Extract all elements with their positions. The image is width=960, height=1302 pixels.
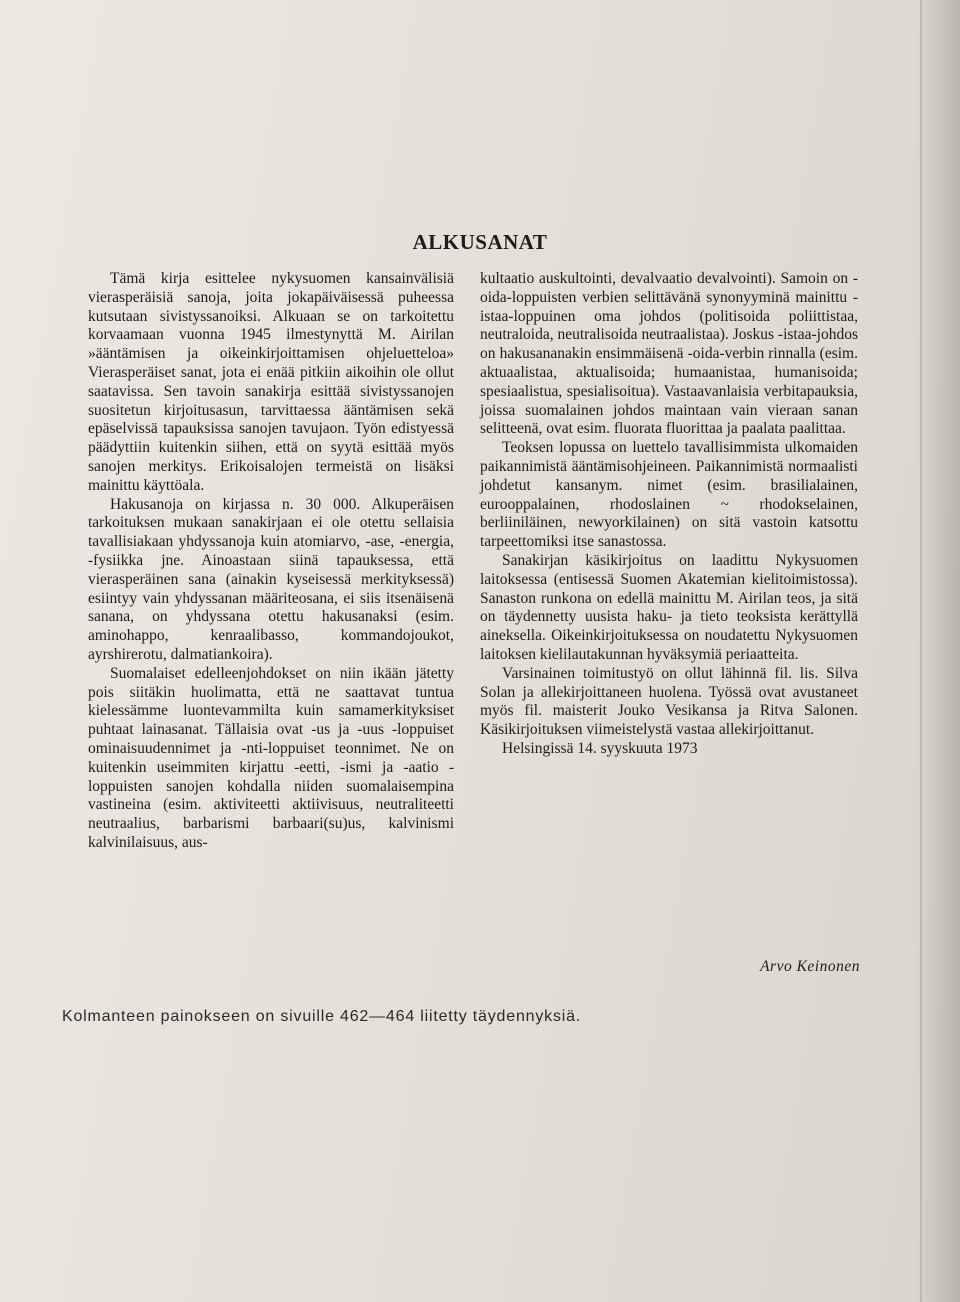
signature: Arvo Keinonen: [760, 958, 860, 975]
page-title: ALKUSANAT: [412, 230, 548, 254]
paragraph-3: Suomalaiset edelleenjohdokset on niin ikään jätetty pois siitäkin huolimatta, että ne saattavat tuntua kielessämme luontevammilta kuin samamerkityksiset puhtaat lainasanat. Tällaisia ovat -us ja -uus -loppuiset ominaisuudennimet ja -nti-loppuiset teonnimet. Ne on kuitenkin useimmiten kirjattu -eetti, -ismi ja -aatio -loppuisten sanojen kohdalla niiden suomalaisempina vastineina (esim. aktiviteetti aktiivisuus, neutraliteetti neutraalius, barbarismi barbaari(su)us, kalvinismi kalvinilaisuus, aus-: [88, 664, 454, 851]
page-edge-line: [920, 0, 922, 1302]
left-column: [88, 270, 454, 853]
paragraph-1: Tämä kirja esittelee nykysuomen kansainvälisiä vierasperäisiä sanoja, joita jokapäiväisessä puheessa kutsutaan sivistyssanoiksi. Alkuaan se on tarkoitettu korvaamaan vuonna 1945 ilmestynyttä M. Airilan »ääntämisen ja oikeinkirjoittamisen ohjeluetteloa» Vierasperäiset sanat, jota ei enää pitkiin aikoihin ole ollut saatavissa. Sen tavoin sanakirja esittää sivistyssanojen suositetun kirjoitusasun, tarvittaessa ääntämisen sekä epäselvissä tapauksissa sanojen tavujaon. Työn edistyessä päädyttiin kuitenkin siihen, että on syytä esittää myös sanojen merkitys. Erikoisalojen termeistä on lisäksi mainittu käyttöala.: [88, 270, 454, 494]
paragraph-6: Varsinainen toimitustyö on ollut lähinnä fil. lis. Silva Solan ja allekirjoittaneen huolena. Työssä ovat avustaneet myös fil. maisterit Jouko Vesikansa ja Ritva Salonen. Käsikirjoituksen viimeistelystä vastaa allekirjoittanut.: [480, 664, 858, 739]
paragraph-3-continued: kultaatio auskultointi, devalvaatio devalvointi). Samoin on -oida-loppuisten verbien selittävänä synonyyminä mainittu -istaa-loppuinen oma johdos (politisoida poliittistaa, neutraloida, neutralisoida neutraalistaa). Joskus -istaa-johdos on hakusananakin ensimmäisenä -oida-verbin rinnalla (esim. aktuaalistaa, aktualisoida; humaanistaa, humanisoida; spesiaalistua, spesialisoitua). Vastaavanlaisia verbitapauksia, joissa suomalainen johdos maintaan vain vieraan sanan selitteenä, ovat esim. fluorata fluorittaa ja paalata paalittaa.: [480, 270, 858, 438]
page-edge-shadow: [916, 0, 960, 1302]
footnote: Kolmanteen painokseen on sivuille 462—464 liitetty täydennyksiä.: [62, 1008, 582, 1025]
paragraph-4: Teoksen lopussa on luettelo tavallisimmista ulkomaiden paikannimistä ääntämisohjeineen. Paikannimistä normaalisti johdetut kansanym. nimet (esim. brasilialainen, eurooppalainen, rhodoslainen ~ rhodokselainen, berliiniläinen, newyorkilainen) on sitä vastoin katsottu tarpeettomiksi itse sanastossa.: [480, 439, 858, 551]
right-column: [480, 270, 858, 759]
paragraph-2: Hakusanoja on kirjassa n. 30 000. Alkuperäisen tarkoituksen mukaan sanakirjaan ei ole otettu sellaisia tavallisiakaan yhdyssanoja kuin atomiarvo, -ase, -energia, -fysiikka jne. Ainoastaan siinä tapauksessa, että vierasperäinen sana (ainakin kyseisessä merkityksessä) esiintyy vain yhdyssanan määriteosana, ei siis itsenäisenä sanana, on yhdyssana otettu hakusanaksi (esim. aminohappo, kenraalibasso, kommandojoukot, ayrshirerotu, dalmatiankoira).: [88, 495, 454, 663]
date-line: Helsingissä 14. syyskuuta 1973: [502, 739, 698, 757]
paragraph-5: Sanakirjan käsikirjoitus on laadittu Nykysuomen laitoksessa (entisessä Suomen Akatemian kielitoimistossa). Sanaston runkona on edellä mainittu M. Airilan teos, ja sitä on täydennetty uusista haku- ja tieto teoksista kerättyllä aineksella. Oikeinkirjoituksessa on noudatettu Nykysuomen laitoksen kielilautakunnan hyväksymiä periaatteita.: [480, 551, 858, 663]
